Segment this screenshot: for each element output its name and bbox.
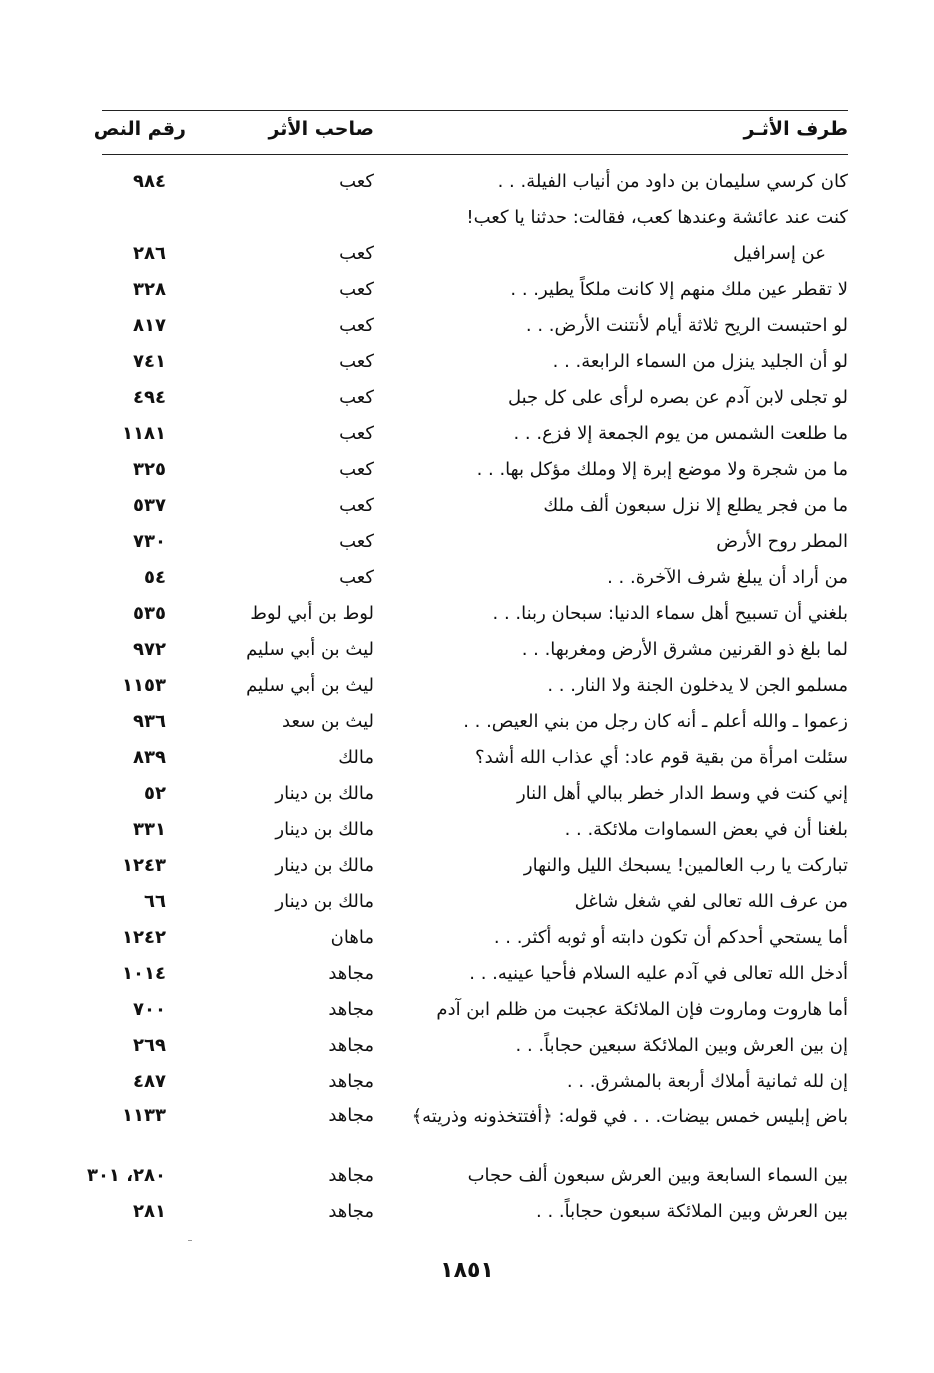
table-row bbox=[0, 668, 934, 704]
row-author: مجاهد bbox=[328, 1035, 374, 1056]
row-author: مالك بن دينار bbox=[275, 819, 374, 840]
table-row bbox=[0, 596, 934, 632]
row-first-phrase: لو تجلى لابن آدم عن بصره لرأى على كل جبل bbox=[507, 387, 848, 408]
row-first-phrase: أدخل الله تعالى في آدم عليه السلام فأحيا عينيه. . . bbox=[469, 963, 848, 984]
header-first-phrase: طرف الأثـر bbox=[743, 118, 848, 140]
row-first-phrase: باض إبليس خمس بيضات. . . في قوله: ﴿أفتتخذونه وذريته﴾ bbox=[411, 1106, 848, 1127]
table-row bbox=[0, 416, 934, 452]
row-author: كعب bbox=[339, 423, 374, 444]
row-text-number: ٥٤ bbox=[144, 567, 166, 588]
row-author: مجاهد bbox=[328, 963, 374, 984]
row-text-number: ٨١٧ bbox=[133, 315, 166, 336]
table-row bbox=[0, 308, 934, 344]
table-row bbox=[0, 1028, 934, 1064]
scan-speck bbox=[188, 1240, 192, 1241]
row-author: كعب bbox=[339, 315, 374, 336]
row-first-phrase: مسلمو الجن لا يدخلون الجنة ولا النار. . . bbox=[547, 675, 848, 696]
row-text-number: ٤٨٧ bbox=[133, 1071, 166, 1092]
row-first-phrase: كان كرسي سليمان بن داود من أنياب الفيلة. . . bbox=[497, 171, 848, 192]
top-rule bbox=[102, 110, 848, 111]
row-first-phrase: لا تقطر عين ملك منهم إلا كانت ملكاً يطير. . . bbox=[510, 279, 848, 300]
table-row bbox=[0, 272, 934, 308]
row-text-number: ٤٩٤ bbox=[133, 387, 166, 408]
row-author: مالك بن دينار bbox=[275, 891, 374, 912]
table-row bbox=[0, 920, 934, 956]
row-author: مجاهد bbox=[328, 1071, 374, 1092]
row-author: كعب bbox=[339, 171, 374, 192]
row-first-phrase: سئلت امرأة من بقية قوم عاد: أي عذاب الله أشد؟ bbox=[475, 747, 848, 768]
table-row bbox=[0, 560, 934, 596]
row-text-number: ٧٣٠ bbox=[133, 531, 166, 552]
row-author: مجاهد bbox=[328, 1105, 374, 1126]
row-text-number: ٥٣٧ bbox=[133, 495, 166, 516]
row-text-number: ٢٨٠، ٣٠١ bbox=[86, 1165, 166, 1186]
row-first-phrase: ما من فجر يطلع إلا نزل سبعون ألف ملك bbox=[543, 495, 848, 516]
row-text-number: ٢٨١ bbox=[133, 1201, 166, 1222]
table-row bbox=[0, 524, 934, 560]
page-number: ١٨٥١ bbox=[440, 1258, 494, 1283]
row-author: كعب bbox=[339, 351, 374, 372]
row-text-number: ٣٣١ bbox=[133, 819, 166, 840]
row-text-number: ١١٥٣ bbox=[122, 675, 166, 696]
row-first-phrase: ما من شجرة ولا موضع إبرة إلا وملك مؤكل بها. . . bbox=[476, 459, 848, 480]
row-first-phrase: إني كنت في وسط الدار خطر ببالي أهل النار bbox=[516, 783, 848, 804]
table-row bbox=[0, 236, 934, 272]
table-row bbox=[0, 992, 934, 1028]
header-author: صاحب الأثر bbox=[268, 118, 374, 140]
table-row bbox=[0, 812, 934, 848]
table-row bbox=[0, 164, 934, 200]
row-author: كعب bbox=[339, 495, 374, 516]
row-author: مجاهد bbox=[328, 999, 374, 1020]
row-text-number: ٧٤١ bbox=[133, 351, 166, 372]
row-text-number: ٩٣٦ bbox=[133, 711, 166, 732]
header-rule bbox=[102, 154, 848, 155]
table-row bbox=[0, 704, 934, 740]
table-row bbox=[0, 632, 934, 668]
row-author: كعب bbox=[339, 243, 374, 264]
table-row bbox=[0, 1194, 934, 1230]
header-text-number: رقم النص bbox=[93, 118, 186, 140]
index-table bbox=[0, 164, 934, 1230]
table-row bbox=[0, 452, 934, 488]
row-author: مالك bbox=[338, 747, 374, 768]
table-row bbox=[0, 884, 934, 920]
row-text-number: ١١٨١ bbox=[122, 423, 166, 444]
row-first-phrase: بين السماء السابعة وبين العرش سبعون ألف حجاب bbox=[467, 1165, 848, 1186]
row-author: مجاهد bbox=[328, 1201, 374, 1222]
row-author: ليث بن سعد bbox=[282, 711, 374, 732]
table-row bbox=[0, 344, 934, 380]
row-text-number: ٥٣٥ bbox=[133, 603, 166, 624]
table-row bbox=[0, 848, 934, 884]
row-author: ماهان bbox=[330, 927, 374, 948]
row-author: كعب bbox=[339, 531, 374, 552]
row-first-phrase: بلغني أن تسبيح أهل سماء الدنيا: سبحان ربنا. . . bbox=[492, 603, 848, 624]
row-first-phrase: بلغنا أن في بعض السماوات ملائكة. . . bbox=[564, 819, 848, 840]
table-row bbox=[0, 1100, 934, 1158]
row-author: كعب bbox=[339, 279, 374, 300]
row-text-number: ٧٠٠ bbox=[133, 999, 166, 1020]
table-row bbox=[0, 776, 934, 812]
table-row bbox=[0, 200, 934, 236]
row-author: ليث بن أبي سليم bbox=[246, 675, 374, 696]
row-text-number: ٢٦٩ bbox=[133, 1035, 166, 1056]
row-text-number: ٩٨٤ bbox=[133, 171, 166, 192]
row-first-phrase: بين العرش وبين الملائكة سبعون حجاباً. . . bbox=[536, 1201, 848, 1222]
table-row bbox=[0, 1064, 934, 1100]
row-author: لوط بن أبي لوط bbox=[250, 603, 374, 624]
row-first-phrase: كنت عند عائشة وعندها كعب، فقالت: حدثنا يا كعب! bbox=[466, 207, 848, 228]
row-author: كعب bbox=[339, 387, 374, 408]
table-row bbox=[0, 488, 934, 524]
row-first-phrase: تباركت يا رب العالمين! يسبحك الليل والنهار bbox=[523, 855, 848, 876]
table-row bbox=[0, 740, 934, 776]
row-first-phrase: زعموا ـ والله أعلم ـ أنه كان رجل من بني العيص. . . bbox=[463, 711, 848, 732]
table-row bbox=[0, 956, 934, 992]
row-first-phrase: لو احتبست الريح ثلاثة أيام لأنتنت الأرض. . . bbox=[525, 315, 848, 336]
row-first-phrase: ما طلعت الشمس من يوم الجمعة إلا فزع. . . bbox=[513, 423, 848, 444]
row-first-phrase: إن لله ثمانية أملاك أربعة بالمشرق. . . bbox=[566, 1071, 848, 1092]
row-author: مالك بن دينار bbox=[275, 855, 374, 876]
table-row bbox=[0, 1158, 934, 1194]
row-first-phrase: من أراد أن يبلغ شرف الآخرة. . . bbox=[607, 567, 848, 588]
row-text-number: ٩٧٢ bbox=[133, 639, 166, 660]
row-first-phrase: أما يستحي أحدكم أن تكون دابته أو ثوبه أكثر. . . bbox=[493, 927, 848, 948]
row-text-number: ٢٨٦ bbox=[133, 243, 166, 264]
row-first-phrase: لما بلغ ذو القرنين مشرق الأرض ومغربها. . . bbox=[521, 639, 848, 660]
row-first-phrase: إن بين العرش وبين الملائكة سبعين حجاباً. . . bbox=[515, 1035, 848, 1056]
row-text-number: ٨٣٩ bbox=[133, 747, 166, 768]
row-first-phrase: من عرف الله تعالى لفي شغل شاغل bbox=[574, 891, 848, 912]
table-row bbox=[0, 380, 934, 416]
row-text-number: ١٠١٤ bbox=[122, 963, 166, 984]
row-text-number: ١٢٤٣ bbox=[122, 855, 166, 876]
row-first-phrase: لو أن الجليد ينزل من السماء الرابعة. . . bbox=[552, 351, 848, 372]
row-text-number: ١١٣٣ bbox=[122, 1105, 166, 1126]
row-text-number: ١٢٤٢ bbox=[122, 927, 166, 948]
row-author: ليث بن أبي سليم bbox=[246, 639, 374, 660]
row-text-number: ٥٢ bbox=[144, 783, 166, 804]
row-author: كعب bbox=[339, 567, 374, 588]
row-text-number: ٣٢٥ bbox=[133, 459, 166, 480]
row-text-number: ٣٢٨ bbox=[133, 279, 166, 300]
row-text-number: ٦٦ bbox=[144, 891, 166, 912]
row-author: مالك بن دينار bbox=[275, 783, 374, 804]
row-author: مجاهد bbox=[328, 1165, 374, 1186]
row-first-phrase: المطر روح الأرض bbox=[716, 531, 848, 552]
row-first-phrase: عن إسرافيل bbox=[733, 243, 826, 264]
row-author: كعب bbox=[339, 459, 374, 480]
row-first-phrase: أما هاروت وماروت فإن الملائكة عجبت من ظلم ابن آدم bbox=[436, 999, 848, 1020]
